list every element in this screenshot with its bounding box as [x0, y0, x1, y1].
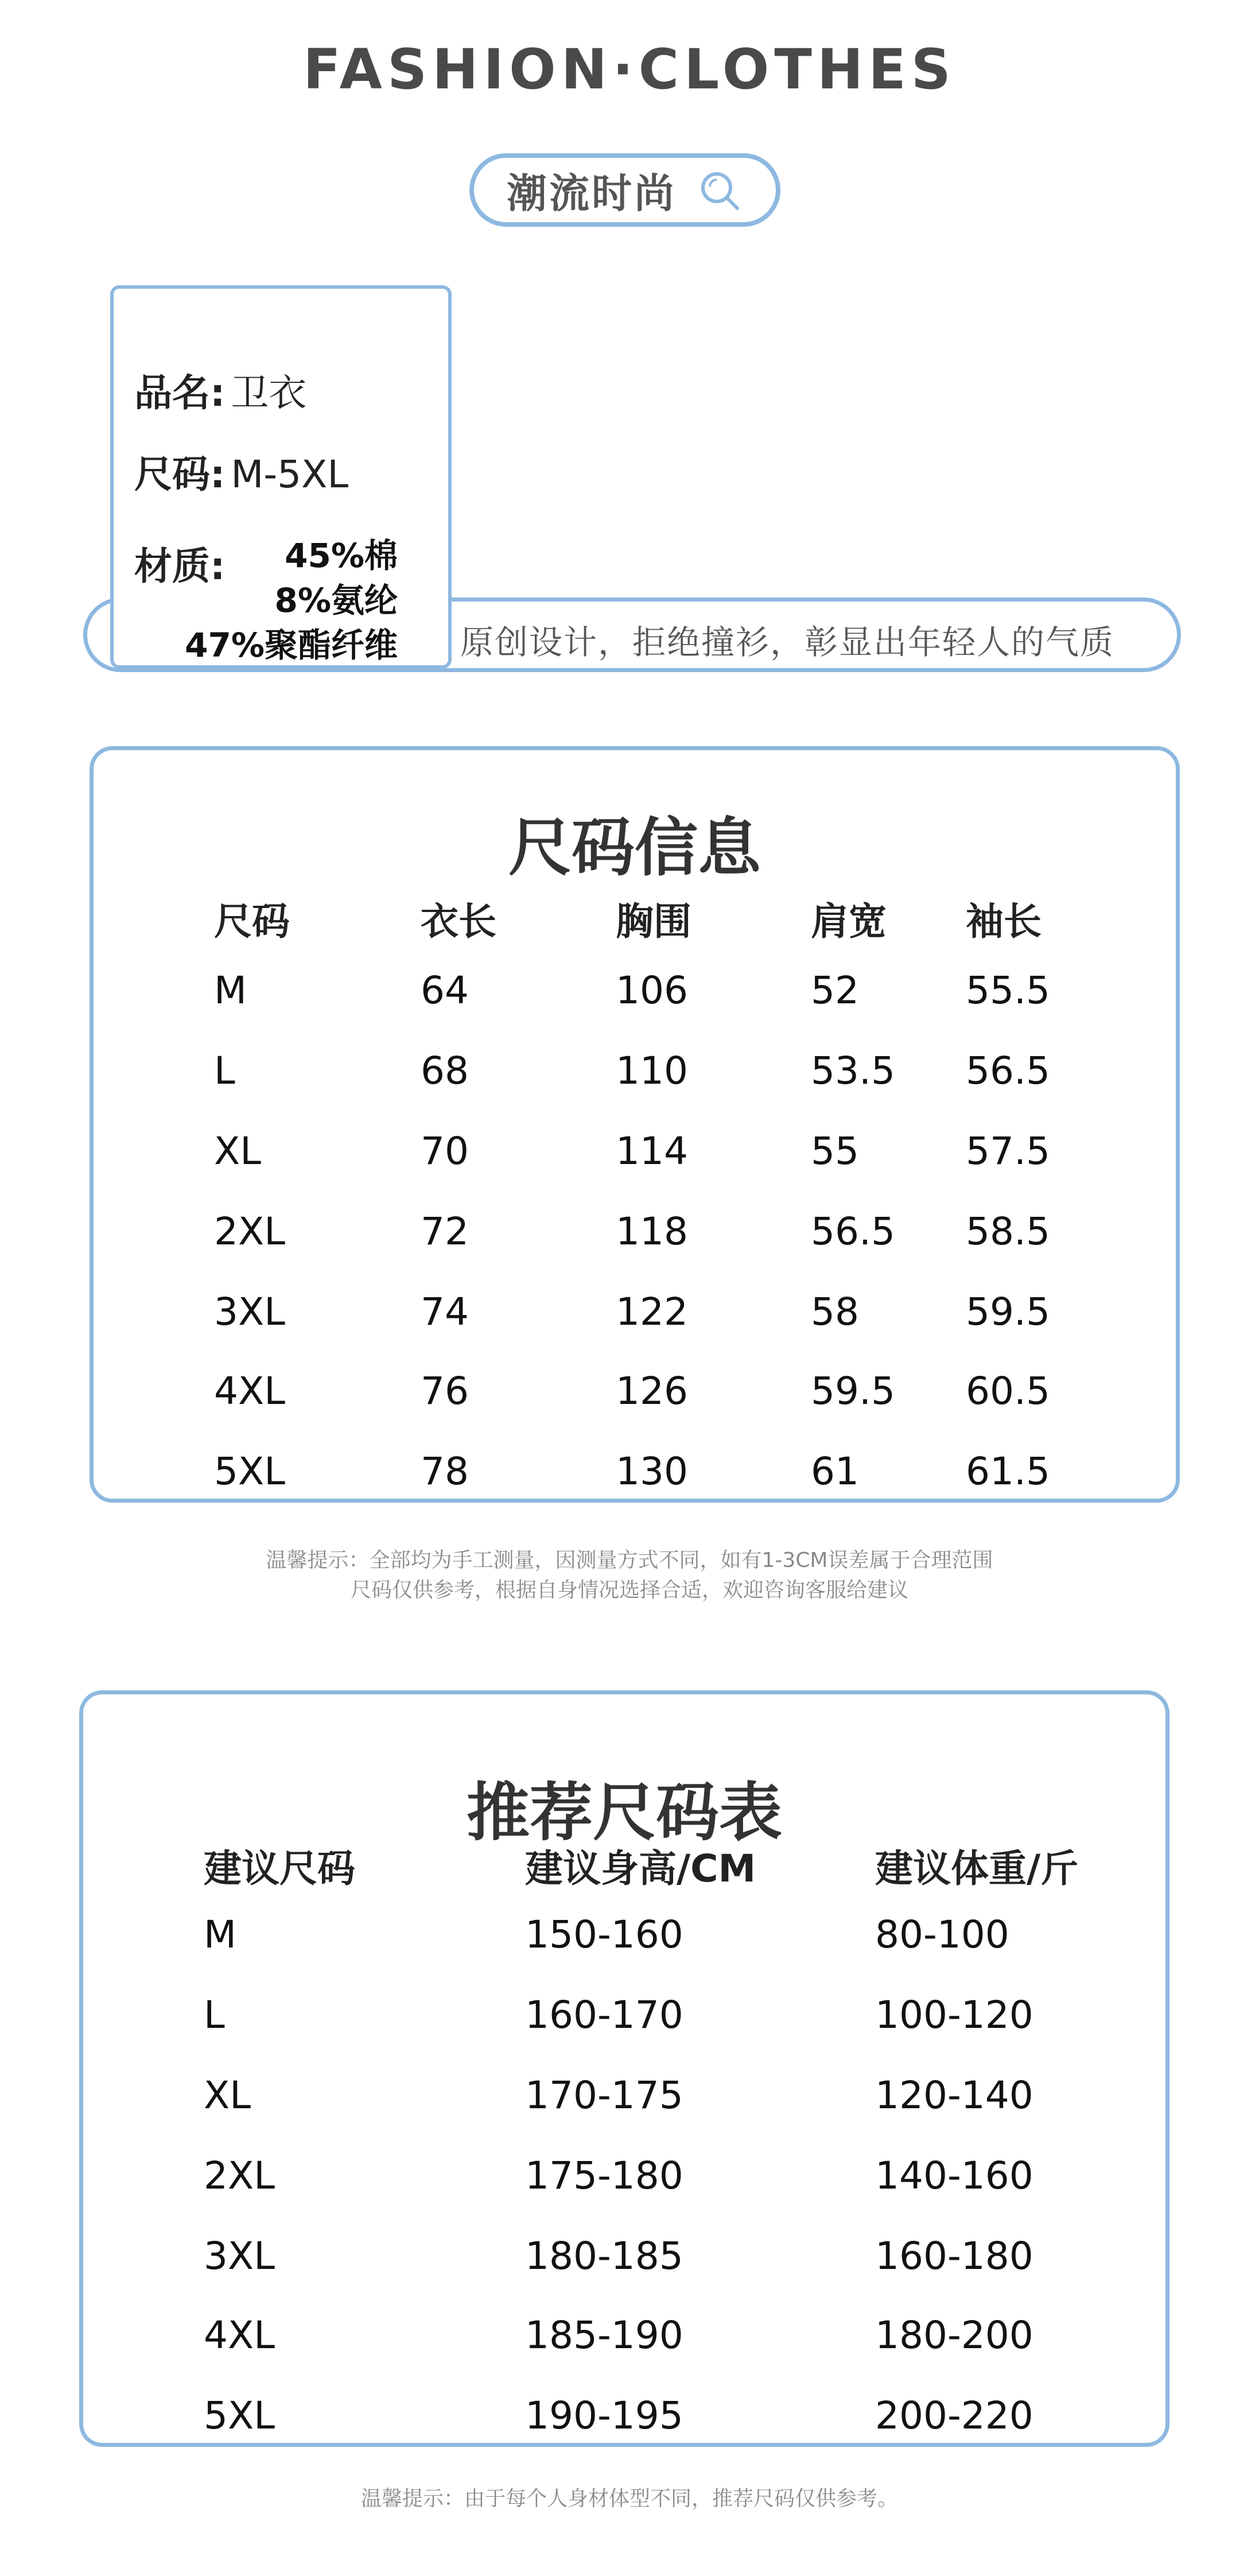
size-table-note-1: 温馨提示：全部均为手工测量，因测量方式不同，如有1-3CM误差属于合理范围 — [266, 1549, 993, 1572]
search-pill-label: 潮流时尚 — [507, 169, 677, 217]
table-cell: 180-185 — [525, 2234, 683, 2278]
product-size-row — [134, 444, 348, 498]
table-cell: 126 — [616, 1369, 688, 1413]
table-cell: 120-140 — [875, 2073, 1033, 2117]
table-cell: L — [214, 1049, 235, 1093]
size-header: 胸围 — [616, 899, 691, 944]
table-cell: 74 — [421, 1290, 469, 1334]
table-cell: 56.5 — [811, 1209, 895, 1254]
material-item: 8%氨纶 — [274, 581, 398, 620]
product-info-card — [110, 285, 452, 669]
size-info-table — [90, 746, 1180, 1503]
table-cell: 57.5 — [966, 1129, 1050, 1173]
table-cell: 80-100 — [875, 1912, 1009, 1957]
table-cell: 3XL — [204, 2234, 275, 2278]
product-name-value: 卫衣 — [231, 371, 307, 415]
table-cell: 55 — [811, 1129, 859, 1173]
table-cell: 64 — [421, 968, 469, 1012]
product-name-label: 品名: — [134, 371, 226, 415]
table-cell: 4XL — [204, 2313, 275, 2357]
table-cell: 140-160 — [875, 2154, 1033, 2198]
recommend-table-title: 推荐尺码表 — [467, 1776, 782, 1849]
recommend-table-note: 温馨提示：由于每个人身材体型不同，推荐尺码仅供参考。 — [360, 2487, 898, 2511]
size-header: 尺码 — [214, 899, 290, 944]
table-cell: 130 — [616, 1449, 688, 1493]
table-cell: 2XL — [204, 2154, 275, 2198]
table-cell: XL — [214, 1129, 261, 1173]
table-cell: 122 — [616, 1290, 688, 1334]
table-cell: 180-200 — [875, 2313, 1033, 2357]
table-cell: 100-120 — [875, 1993, 1033, 2037]
table-cell: 106 — [616, 968, 688, 1012]
table-cell: 114 — [616, 1129, 688, 1173]
table-cell: 185-190 — [525, 2313, 683, 2357]
table-cell: L — [204, 1993, 225, 2037]
table-cell: 68 — [421, 1049, 469, 1093]
slogan-text: 原创设计，拒绝撞衫，彰显出年轻人的气质 — [460, 623, 1115, 662]
table-cell: 59.5 — [811, 1369, 895, 1413]
table-cell: 55.5 — [966, 968, 1050, 1012]
recommend-size-table — [79, 1690, 1169, 2447]
table-cell: 5XL — [204, 2393, 275, 2438]
recommend-header: 建议尺码 — [204, 1846, 355, 1891]
table-cell: 52 — [811, 968, 859, 1012]
table-cell: 56.5 — [966, 1049, 1050, 1093]
table-cell: 60.5 — [966, 1369, 1050, 1413]
table-cell: 118 — [616, 1209, 688, 1254]
table-cell: 3XL — [214, 1290, 285, 1334]
table-cell: XL — [204, 2073, 251, 2117]
size-header: 肩宽 — [811, 899, 887, 944]
table-cell: 150-160 — [525, 1912, 683, 1957]
table-cell: 160-180 — [875, 2234, 1033, 2278]
table-cell: M — [204, 1912, 236, 1957]
material-item: 47%聚酯纤维 — [185, 626, 398, 665]
table-cell: 4XL — [214, 1369, 285, 1413]
table-cell: 200-220 — [875, 2393, 1033, 2438]
product-size-value: M-5XL — [231, 452, 349, 496]
table-cell: 61.5 — [966, 1449, 1050, 1493]
table-cell: 190-195 — [525, 2393, 683, 2438]
table-cell: M — [214, 968, 247, 1012]
material-item: 45%棉 — [285, 536, 398, 575]
recommend-header: 建议身高/CM — [525, 1846, 756, 1891]
size-header: 袖长 — [966, 899, 1042, 944]
table-cell: 72 — [421, 1209, 469, 1254]
table-cell: 110 — [616, 1049, 688, 1093]
size-table-note-2: 尺码仅供参考，根据自身情况选择合适，欢迎咨询客服给建议 — [350, 1578, 908, 1602]
table-cell: 160-170 — [525, 1993, 683, 2037]
table-cell: 175-180 — [525, 2154, 683, 2198]
table-cell: 58.5 — [966, 1209, 1050, 1254]
table-cell: 170-175 — [525, 2073, 683, 2117]
table-cell: 76 — [421, 1369, 469, 1413]
product-material-label: 材质: — [134, 544, 226, 588]
product-name-row — [134, 362, 306, 417]
table-cell: 59.5 — [966, 1290, 1050, 1334]
table-cell: 2XL — [214, 1209, 285, 1254]
table-cell: 5XL — [214, 1449, 285, 1493]
table-cell: 53.5 — [811, 1049, 895, 1093]
table-cell: 78 — [421, 1449, 469, 1493]
table-cell: 70 — [421, 1129, 469, 1173]
search-icon — [697, 167, 743, 213]
page-title: FASHION·CLOTHES — [303, 37, 956, 102]
search-pill[interactable] — [469, 153, 780, 227]
recommend-header: 建议体重/斤 — [875, 1846, 1079, 1891]
size-table-title: 尺码信息 — [508, 811, 761, 884]
size-header: 衣长 — [421, 899, 496, 944]
product-size-label: 尺码: — [134, 452, 226, 496]
table-cell: 61 — [811, 1449, 859, 1493]
table-cell: 58 — [811, 1290, 859, 1334]
